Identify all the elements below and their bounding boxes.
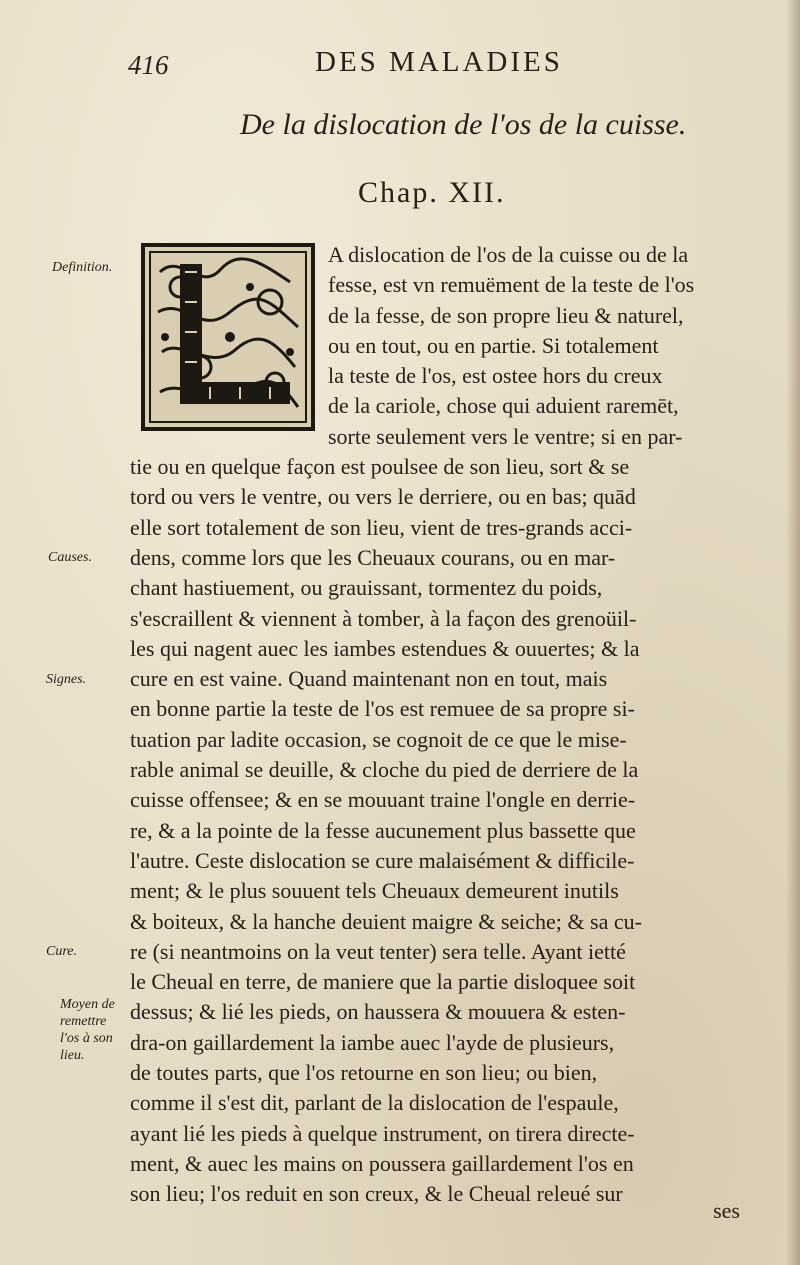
chapter-title: De la dislocation de l'os de la cuisse. <box>240 108 687 141</box>
margin-note-signes: Signes. <box>46 672 87 687</box>
text-line: de la fesse, de son propre lieu & naturel, <box>328 302 684 328</box>
page-number: 416 <box>128 50 169 80</box>
text-line: cuisse offensee; & en se mouuant traine l'ongle en derrie- <box>130 787 636 813</box>
margin-note-line: lieu. <box>60 1048 85 1063</box>
margin-note-definition: Definition. <box>52 260 113 275</box>
text-line: dra-on gaillardement la iambe auec l'ayde de plusieurs, <box>130 1029 615 1055</box>
text-line: ment; & le plus souuent tels Cheuaux demeurent inutils <box>130 878 619 904</box>
text-line: A dislocation de l'os de la cuisse ou de la <box>328 242 689 267</box>
margin-note-line: l'os à son <box>60 1031 113 1046</box>
text-line: tuation par ladite occasion, se cognoit de ce que le mise- <box>130 726 627 752</box>
text-line: tord ou vers le ventre, ou vers le derriere, ou en bas; quād <box>130 484 636 510</box>
running-head: DES MALADIES <box>315 46 563 78</box>
body-text <box>130 240 752 1210</box>
chapter-number: Chap. XII. <box>358 176 506 209</box>
text-line: ayant lié les pieds à quelque instrument, on tirera directe- <box>130 1120 635 1146</box>
text-line: cure en est vaine. Quand maintenant non en tout, mais <box>130 666 608 692</box>
text-line: dens, comme lors que les Cheuaux courans, ou en mar- <box>130 544 616 570</box>
text-line: la teste de l'os, est ostee hors du creux <box>328 363 663 389</box>
text-line: ou en tout, ou en partie. Si totalement <box>328 332 659 358</box>
margin-note-cure: Cure. <box>46 944 77 959</box>
text-line: fesse, est vn remuëment de la teste de l'os <box>328 272 695 298</box>
text-line: l'autre. Ceste dislocation se cure malaisément & difficile- <box>130 847 635 873</box>
text-line: son lieu; l'os reduit en son creux, & le Cheual releué sur <box>130 1181 623 1207</box>
text-line: en bonne partie la teste de l'os est remuee de sa propre si- <box>130 696 635 722</box>
text-line: de la cariole, chose qui aduient raremēt, <box>328 393 679 419</box>
margin-note-line: Moyen de <box>60 997 115 1012</box>
text-line: tie ou en quelque façon est poulsee de son lieu, sort & se <box>130 454 630 480</box>
text-line: chant hastiuement, ou grauissant, tormentez du poids, <box>130 575 603 601</box>
text-line: dessus; & lié les pieds, on haussera & mouuera & esten- <box>130 999 626 1025</box>
margin-note-line: remettre <box>60 1014 107 1029</box>
text-line: le Cheual en terre, de maniere que la partie disloquee soit <box>130 969 636 995</box>
text-line: comme il s'est dit, parlant de la dislocation de l'espaule, <box>130 1090 619 1116</box>
text-line: les qui nagent auec les iambes estendues & ouuertes; & la <box>130 635 640 661</box>
page-edge-shadow <box>786 0 800 1265</box>
text-line: re (si neantmoins on la veut tenter) sera telle. Ayant ietté <box>130 938 626 964</box>
text-line: rable animal se deuille, & cloche du pied de derriere de la <box>130 757 639 783</box>
catchword: ses <box>713 1198 740 1223</box>
text-line: re, & a la pointe de la fesse aucunement plus bassette que <box>130 817 636 843</box>
text-line: elle sort totalement de son lieu, vient de tres-grands acci- <box>130 514 633 540</box>
text-line: s'escraillent & viennent à tomber, à la façon des grenoüil- <box>130 605 637 631</box>
text-line: ment, & auec les mains on poussera gaillardement l'os en <box>130 1150 634 1176</box>
text-line: sorte seulement vers le ventre; si en par- <box>328 423 683 449</box>
margin-note-moyen <box>60 996 115 1064</box>
text-line: de toutes parts, que l'os retourne en son lieu; ou bien, <box>130 1060 598 1086</box>
margin-note-causes: Causes. <box>48 550 92 565</box>
text-line: & boiteux, & la hanche deuient maigre & seiche; & sa cu- <box>130 908 642 934</box>
